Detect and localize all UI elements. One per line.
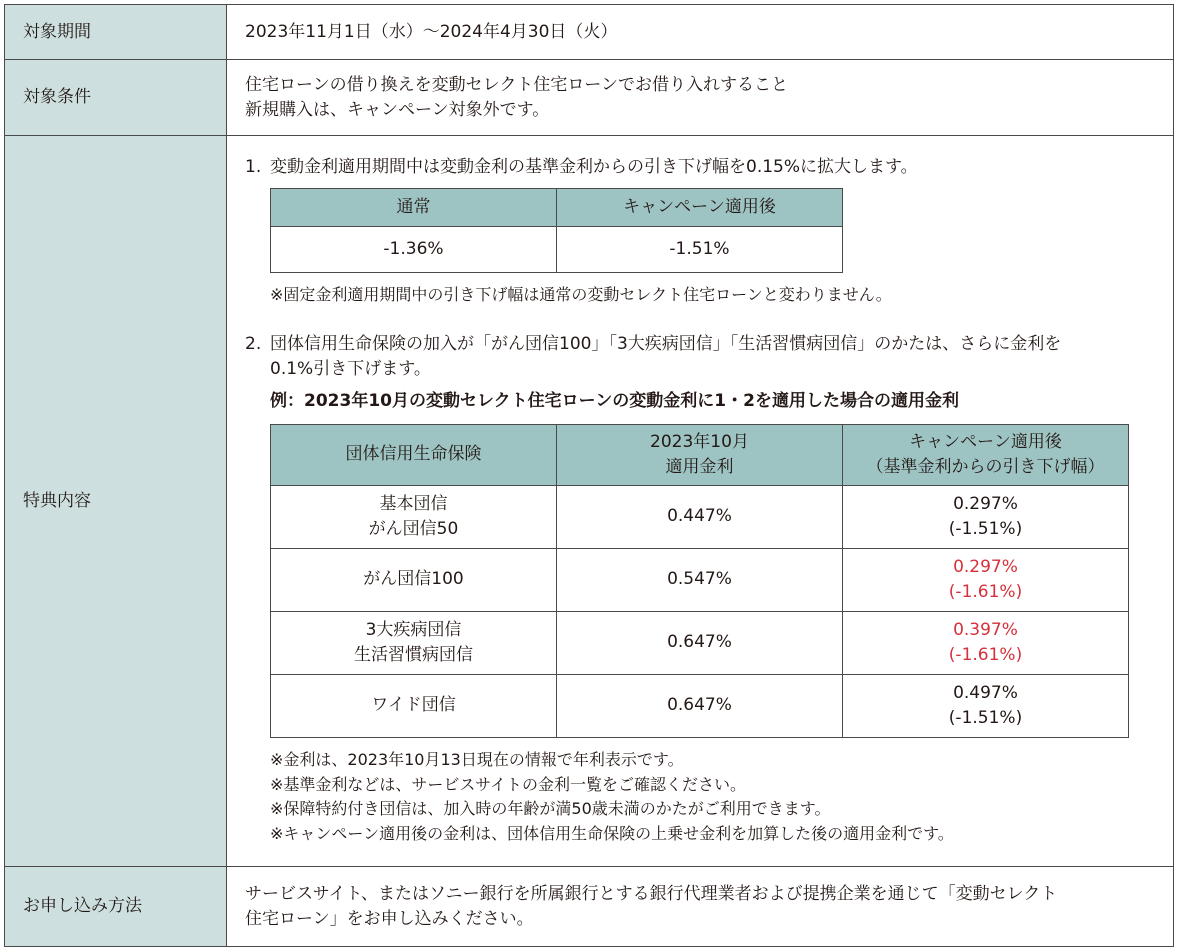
item-text-line: 0.1%引き下げます。 [270, 358, 431, 379]
apply-label: お申し込み方法 [5, 867, 227, 947]
benefit-content [227, 136, 1174, 867]
condition-line: 新規購入は、キャンペーン対象外です。 [245, 99, 550, 120]
header-line: キャンペーン適用後 [909, 432, 1062, 453]
footnotes [270, 748, 1157, 847]
period-label: 対象期間 [5, 5, 227, 60]
oct-rate-cell: 0.547% [557, 548, 843, 611]
campaign-terms-table [4, 4, 1174, 947]
item-number: 1. [245, 157, 262, 178]
table-row [271, 611, 1129, 674]
benefit-item-1 [245, 155, 1157, 180]
item-text [270, 332, 1157, 381]
insurance-name-cell [271, 485, 557, 548]
insurance-name-cell: がん団信100 [271, 548, 557, 611]
insurance-name: 基本団信 [379, 494, 448, 515]
condition-row [5, 60, 1174, 136]
insurance-name: 3大疾病団信 [365, 620, 462, 641]
period-row [5, 5, 1174, 60]
insurance-rate-table [270, 424, 1129, 738]
insurance-name-cell: ワイド団信 [271, 674, 557, 737]
item-text-line: 団体信用生命保険の加入が「がん団信100」「3大疾病団信」「生活習慣病団信」のかたは、さらに金利を [270, 333, 1062, 354]
benefit-item-2 [245, 332, 1157, 381]
footnote: ※保障特約付き団信は、加入時の年齢が満50歳未満のかたがご利用できます。 [270, 799, 831, 819]
reduction-width: (-1.61%) [948, 581, 1023, 602]
condition-label: 対象条件 [5, 60, 227, 136]
table-row [271, 485, 1129, 548]
oct-rate-cell: 0.647% [557, 674, 843, 737]
campaign-rate-cell: -1.51% [557, 226, 843, 272]
after-rate-cell [843, 674, 1129, 737]
fixed-rate-note: ※固定金利適用期間中の引き下げ幅は通常の変動セレクト住宅ローンと変わりません。 [270, 284, 892, 304]
item-text: 変動金利適用期間中は変動金利の基準金利からの引き下げ幅を0.15%に拡大します。 [270, 157, 918, 178]
apply-line: サービスサイト、またはソニー銀行を所属銀行とする銀行代理業者および提携企業を通じて「変動セレクト [245, 883, 1058, 904]
after-rate: 0.297% [953, 557, 1018, 578]
reduction-width: (-1.51%) [948, 707, 1023, 728]
footnote: ※金利は、2023年10月13日現在の情報で年利表示です。 [270, 749, 684, 769]
normal-rate-cell: -1.36% [271, 226, 557, 272]
column-header-normal: 通常 [271, 188, 557, 226]
oct-rate-cell: 0.447% [557, 485, 843, 548]
column-header-insurance: 団体信用生命保険 [271, 424, 557, 485]
footnote: ※基準金利などは、サービスサイトの金利一覧をご確認ください。 [270, 774, 746, 794]
reduction-width: (-1.61%) [948, 644, 1023, 665]
after-rate: 0.297% [953, 494, 1018, 515]
apply-content [227, 867, 1174, 947]
condition-content [227, 60, 1174, 136]
header-line: （基準金利からの引き下げ幅） [866, 456, 1105, 477]
insurance-name: 生活習慣病団信 [354, 644, 473, 665]
item-number: 2. [245, 333, 262, 354]
insurance-name: がん団信50 [368, 518, 459, 539]
rate-comparison-table [270, 188, 843, 273]
benefit-label: 特典内容 [5, 136, 227, 867]
example-heading: 例：2023年10月の変動セレクト住宅ローンの変動金利に1・2を適用した場合の適用金利 [270, 391, 959, 412]
after-rate-cell-highlight [843, 611, 1129, 674]
table-row [271, 674, 1129, 737]
apply-line: 住宅ローン」をお申し込みください。 [245, 908, 534, 929]
column-header-after-campaign [843, 424, 1129, 485]
table-row [271, 548, 1129, 611]
reduction-width: (-1.51%) [948, 518, 1023, 539]
benefit-row [5, 136, 1174, 867]
after-rate: 0.397% [953, 620, 1018, 641]
column-header-oct-rate [557, 424, 843, 485]
apply-row [5, 867, 1174, 947]
oct-rate-cell: 0.647% [557, 611, 843, 674]
after-rate-cell [843, 485, 1129, 548]
header-line: 適用金利 [665, 456, 734, 477]
insurance-name-cell [271, 611, 557, 674]
condition-line: 住宅ローンの借り換えを変動セレクト住宅ローンでお借り入れすること [245, 74, 788, 95]
column-header-campaign: キャンペーン適用後 [557, 188, 843, 226]
footnote: ※キャンペーン適用後の金利は、団体信用生命保険の上乗せ金利を加算した後の適用金利です。 [270, 824, 954, 844]
header-line: 2023年10月 [650, 432, 749, 453]
period-value: 2023年11月1日（水）～2024年4月30日（火） [227, 5, 1174, 60]
after-rate-cell-highlight [843, 548, 1129, 611]
table-header-row [271, 424, 1129, 485]
after-rate: 0.497% [953, 683, 1018, 704]
